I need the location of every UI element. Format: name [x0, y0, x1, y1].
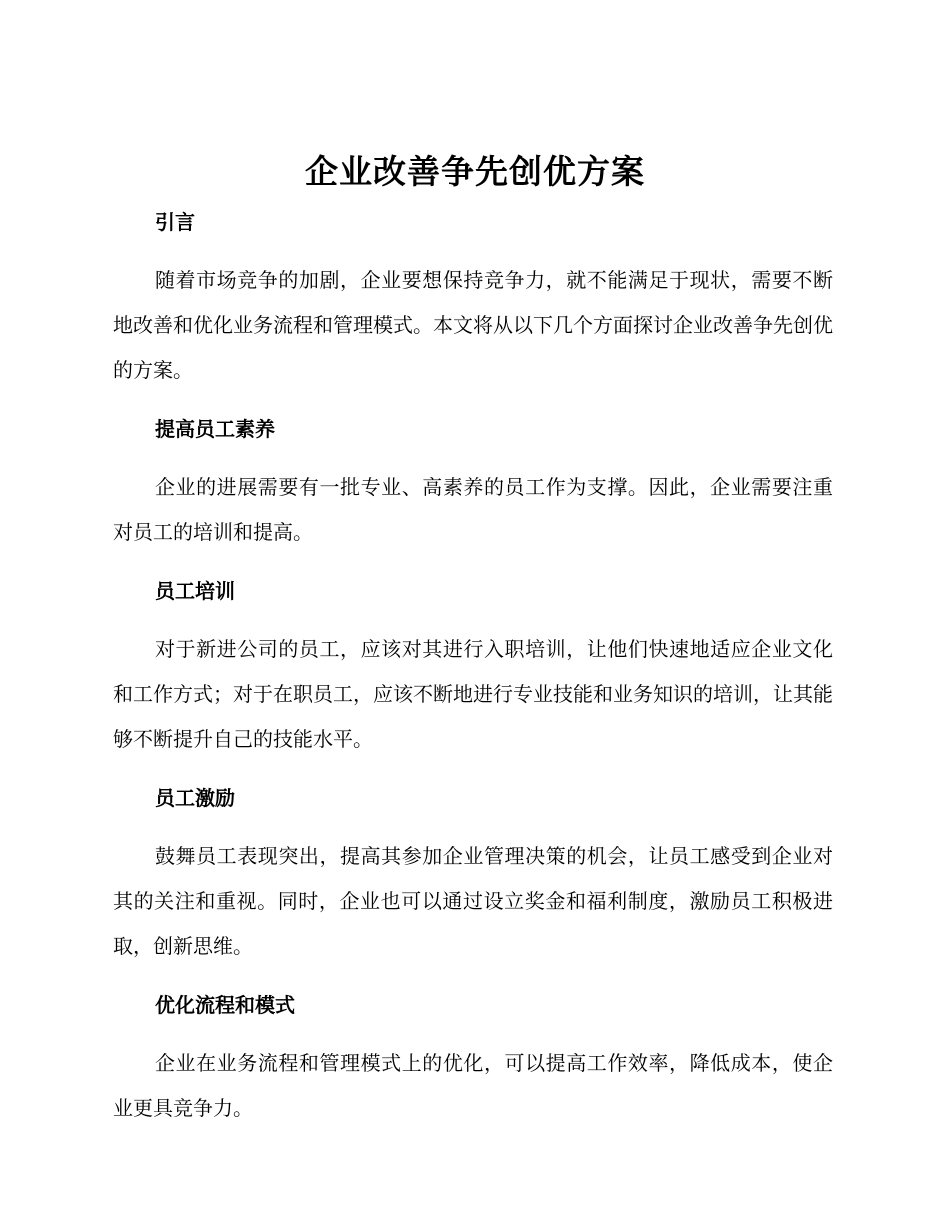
section-paragraph-incentive: 鼓舞员工表现突出，提高其参加企业管理决策的机会，让员工感受到企业对其的关注和重视。同时，企业也可以通过设立奖金和福利制度，激励员工积极进取，创新思维。: [113, 844, 833, 958]
document-body: [113, 200, 833, 1131]
section-heading-incentive: 员工激励: [155, 786, 235, 810]
section-paragraph-process: 企业在业务流程和管理模式上的优化，可以提高工作效率，降低成本，使企业更具竞争力。: [113, 1051, 833, 1120]
section-heading-staff-quality: 提高员工素养: [155, 417, 275, 441]
section-heading-training: 员工培训: [155, 579, 235, 603]
section-paragraph-training: 对于新进公司的员工，应该对其进行入职培训，让他们快速地适应企业文化和工作方式；对于在职员工，应该不断地进行专业技能和业务知识的培训，让其能够不断提升自己的技能水平。: [113, 637, 833, 751]
section-heading-intro: 引言: [155, 210, 195, 234]
section-heading-process: 优化流程和模式: [155, 993, 295, 1017]
document-title: 企业改善争先创优方案: [305, 152, 645, 191]
section-paragraph-intro: 随着市场竞争的加剧，企业要想保持竞争力，就不能满足于现状，需要不断地改善和优化业务流程和管理模式。本文将从以下几个方面探讨企业改善争先创优的方案。: [113, 268, 833, 382]
section-paragraph-staff-quality: 企业的进展需要有一批专业、高素养的员工作为支撑。因此，企业需要注重对员工的培训和提高。: [113, 475, 833, 544]
